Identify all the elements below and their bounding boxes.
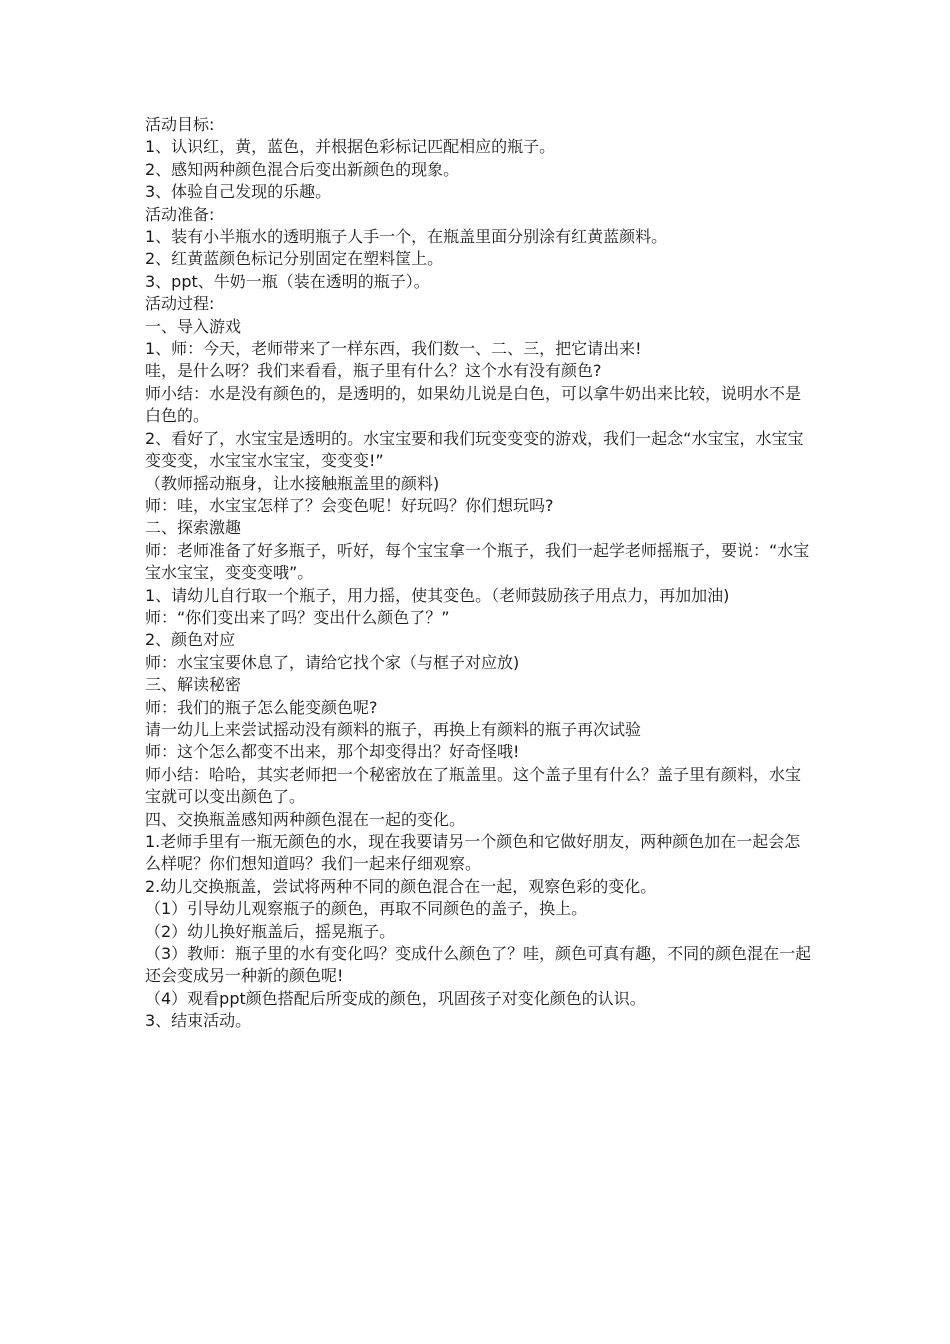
preparation-item-1: 1、装有小半瓶水的透明瓶子人手一个，在瓶盖里面分别涂有红黄蓝颜料。	[145, 227, 668, 247]
paragraph: （教师摇动瓶身，让水接触瓶盖里的颜料)	[145, 473, 440, 493]
preparation-item-2: 2、红黄蓝颜色标记分别固定在塑料筐上。	[145, 249, 444, 269]
paragraph: 1.老师手里有一瓶无颜色的水，现在我要请另一个颜色和它做好朋友，两种颜色加在一起会怎么样呢？你们想知道吗？我们一起来仔细观察。	[145, 832, 801, 874]
goal-item-2: 2、感知两种颜色混合后变出新颜色的现象。	[145, 159, 460, 179]
section-heading-process: 活动过程:	[145, 294, 215, 314]
paragraph: （1）引导幼儿观察瓶子的颜色，再取不同颜色的盖子，换上。	[145, 899, 588, 919]
subheading-explore: 二、探索激趣	[145, 518, 242, 538]
subheading-intro-game: 一、导入游戏	[145, 316, 242, 336]
section-heading-goals: 活动目标:	[145, 115, 215, 134]
subheading-secret: 三、解读秘密	[145, 675, 242, 695]
paragraph: 师小结：水是没有颜色的，是透明的，如果幼儿说是白色，可以拿牛奶出来比较，说明水不是白色的。	[145, 383, 802, 426]
paragraph: （3）教师：瓶子里的水有变化吗？变成什么颜色了？哇，颜色可真有趣，不同的颜色混在一起还会变成另一种新的颜色呢!	[145, 944, 812, 986]
paragraph: 师：哇，水宝宝怎样了？会变色呢！好玩吗？你们想玩吗?	[145, 495, 554, 515]
paragraph: （4）观看ppt颜色搭配后所变成的颜色，巩固孩子对变化颜色的认识。	[145, 988, 646, 1008]
paragraph: 1、师：今天，老师带来了一样东西，我们数一、二、三，把它请出来!	[145, 339, 642, 359]
paragraph-end-activity: 3、结束活动。	[145, 1011, 252, 1031]
preparation-item-3: 3、ppt、牛奶一瓶（装在透明的瓶子）。	[145, 271, 430, 291]
document-body	[145, 114, 815, 1033]
paragraph: 2、看好了，水宝宝是透明的。水宝宝要和我们玩变变变的游戏，我们一起念“水宝宝，水宝宝变变变，水宝宝水宝宝，变变变!”	[145, 428, 804, 471]
paragraph: 师：“你们变出来了吗？变出什么颜色了？”	[145, 607, 450, 627]
paragraph: 哇，是什么呀？我们来看看，瓶子里有什么？这个水有没有颜色?	[145, 361, 602, 381]
paragraph: 2、颜色对应	[145, 630, 236, 650]
paragraph: 2.幼儿交换瓶盖，尝试将两种不同的颜色混合在一起，观察色彩的变化。	[145, 876, 657, 896]
goal-item-1: 1、认识红，黄，蓝色，并根据色彩标记匹配相应的瓶子。	[145, 137, 556, 157]
goal-item-3: 3、体验自己发现的乐趣。	[145, 182, 332, 202]
paragraph: 请一幼儿上来尝试摇动没有颜料的瓶子，再换上有颜料的瓶子再次试验	[145, 719, 642, 739]
paragraph: 师小结：哈哈，其实老师把一个秘密放在了瓶盖里。这个盖子里有什么？盖子里有颜料，水宝宝就可以变出颜色了。	[145, 764, 802, 807]
paragraph: （2）幼儿换好瓶盖后，摇晃瓶子。	[145, 921, 396, 941]
paragraph: 师：水宝宝要休息了，请给它找个家（与框子对应放)	[145, 652, 520, 672]
paragraph: 师：老师准备了好多瓶子，听好，每个宝宝拿一个瓶子，我们一起学老师摇瓶子，要说：“水宝宝水宝宝，变变变哦”。	[145, 540, 810, 583]
paragraph: 师：我们的瓶子怎么能变颜色呢?	[145, 697, 378, 717]
paragraph: 1、请幼儿自行取一个瓶子，用力摇，使其变色。（老师鼓励孩子用点力，再加加油)	[145, 585, 730, 605]
section-heading-preparation: 活动准备:	[145, 204, 215, 224]
subheading-swap-caps: 四、交换瓶盖感知两种颜色混在一起的变化。	[145, 809, 466, 829]
paragraph: 师：这个怎么都变不出来，那个却变得出？好奇怪哦!	[145, 742, 520, 762]
